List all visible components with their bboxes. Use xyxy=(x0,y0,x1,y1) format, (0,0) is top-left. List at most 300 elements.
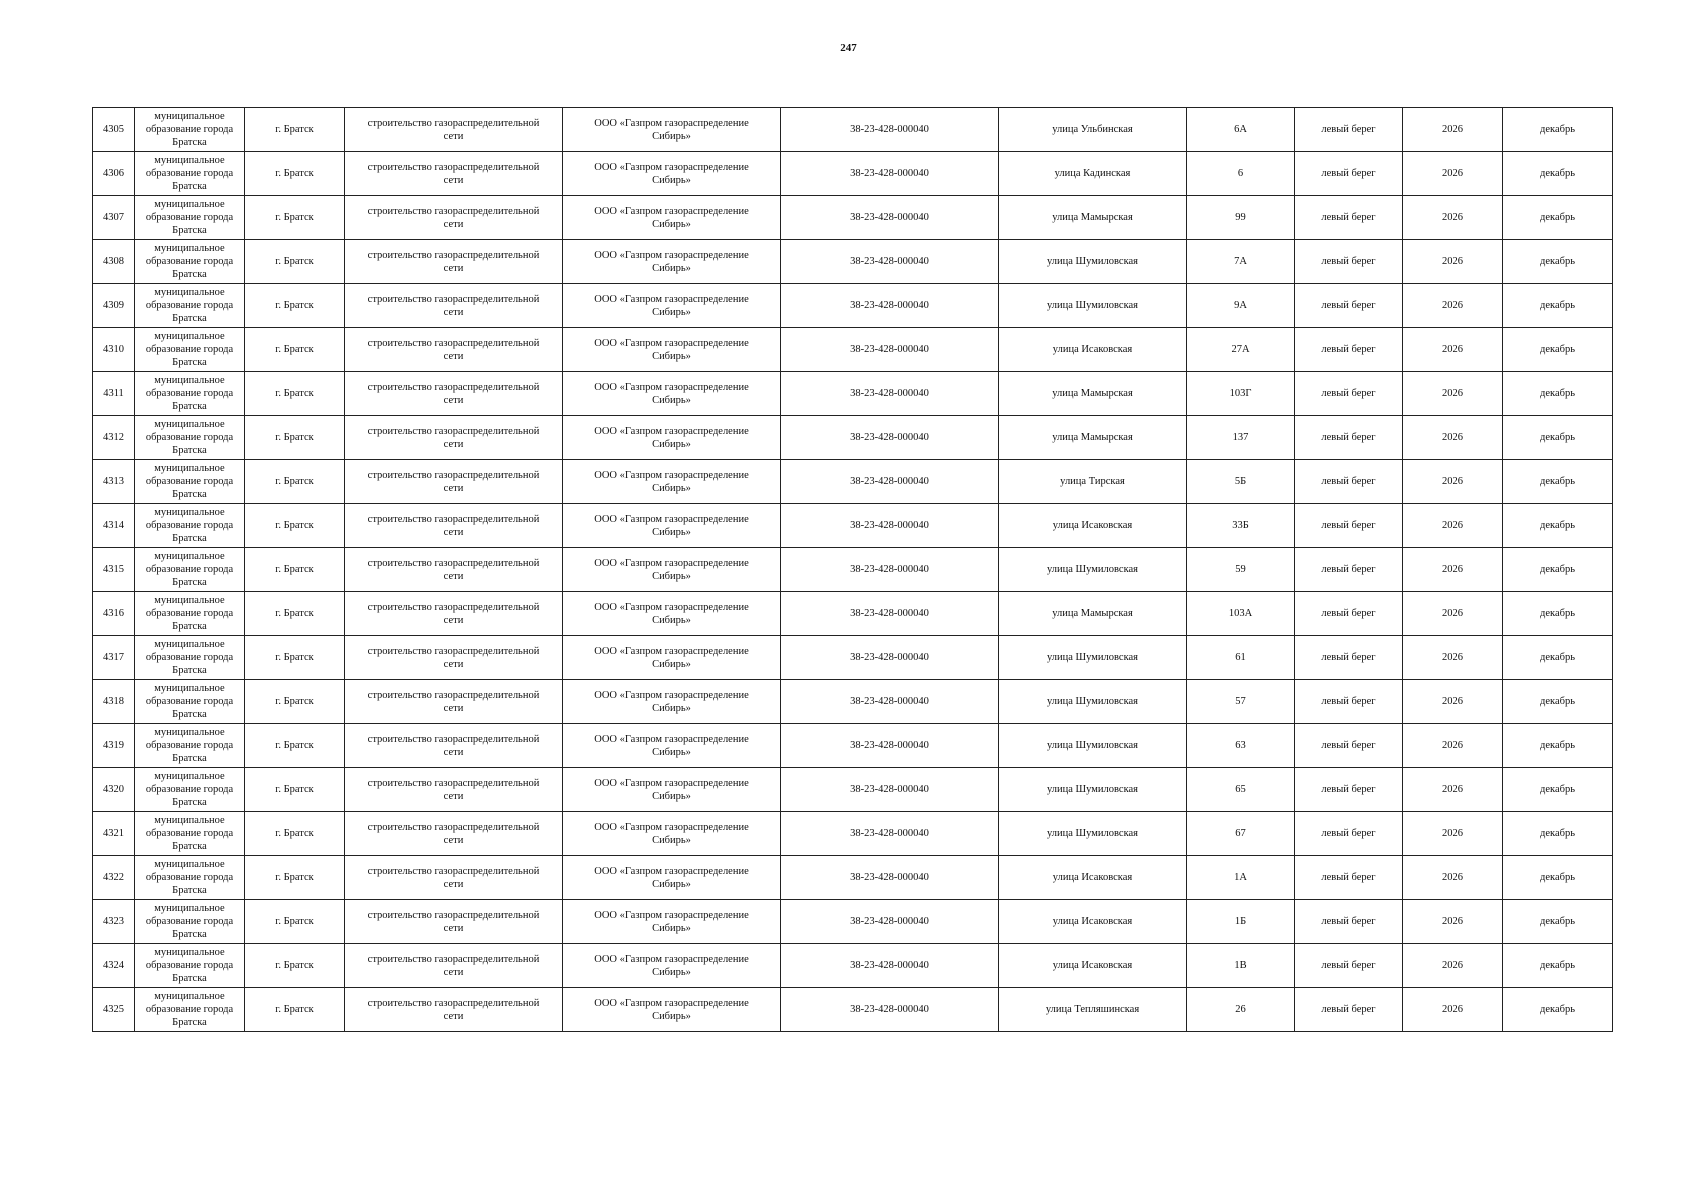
municipality-cell-line: Братска xyxy=(172,841,207,852)
organization-cell xyxy=(563,724,781,768)
work-type-cell xyxy=(345,768,563,812)
municipality-cell-line: Братска xyxy=(172,269,207,280)
municipality-cell xyxy=(135,108,245,152)
organization-cell-line: ООО «Газпром газораспределение xyxy=(594,469,749,481)
work-type-cell-line: сети xyxy=(443,306,464,318)
row-number-cell: 4319 xyxy=(93,724,135,768)
organization-cell-line: ООО «Газпром газораспределение xyxy=(594,293,749,305)
year-cell: 2026 xyxy=(1403,152,1503,196)
organization-cell-line: Сибирь» xyxy=(652,350,691,362)
month-cell: декабрь xyxy=(1503,372,1613,416)
organization-cell-line: ООО «Газпром газораспределение xyxy=(594,645,749,657)
work-type-cell xyxy=(345,372,563,416)
city-cell: г. Братск xyxy=(245,856,345,900)
organization-cell xyxy=(563,856,781,900)
organization-cell-line: Сибирь» xyxy=(652,394,691,406)
work-type-cell xyxy=(345,944,563,988)
row-number-cell: 4313 xyxy=(93,460,135,504)
municipality-cell-line: образование города xyxy=(145,124,234,135)
city-cell: г. Братск xyxy=(245,460,345,504)
municipality-cell-line: образование города xyxy=(145,476,234,487)
municipality-cell xyxy=(135,900,245,944)
street-cell: улица Мамырская xyxy=(999,196,1187,240)
work-type-cell xyxy=(345,504,563,548)
month-cell: декабрь xyxy=(1503,768,1613,812)
work-type-cell xyxy=(345,724,563,768)
cadastral-number-cell: 38-23-428-000040 xyxy=(781,592,999,636)
street-cell: улица Исаковская xyxy=(999,856,1187,900)
organization-cell xyxy=(563,108,781,152)
work-type-cell-line: строительство газораспределительной xyxy=(367,337,540,349)
organization-cell-line: ООО «Газпром газораспределение xyxy=(594,689,749,701)
table-row xyxy=(93,724,1613,768)
street-cell: улица Шумиловская xyxy=(999,548,1187,592)
table-row xyxy=(93,152,1613,196)
organization-cell-line: ООО «Газпром газораспределение xyxy=(594,777,749,789)
municipality-cell-line: образование города xyxy=(145,784,234,795)
registry-body xyxy=(93,108,1613,1032)
month-cell: декабрь xyxy=(1503,724,1613,768)
municipality-cell-line: муниципальное xyxy=(154,419,225,430)
bank-cell: левый берег xyxy=(1295,152,1403,196)
work-type-cell-line: строительство газораспределительной xyxy=(367,601,540,613)
cadastral-number-cell: 38-23-428-000040 xyxy=(781,988,999,1032)
work-type-cell xyxy=(345,240,563,284)
work-type-cell-line: строительство газораспределительной xyxy=(367,469,540,481)
work-type-cell-line: строительство газораспределительной xyxy=(367,777,540,789)
table-row xyxy=(93,416,1613,460)
organization-cell xyxy=(563,680,781,724)
municipality-cell-line: муниципальное xyxy=(154,595,225,606)
house-number-cell: 1А xyxy=(1187,856,1295,900)
street-cell: улица Мамырская xyxy=(999,372,1187,416)
city-cell: г. Братск xyxy=(245,592,345,636)
cadastral-number-cell: 38-23-428-000040 xyxy=(781,240,999,284)
house-number-cell: 9А xyxy=(1187,284,1295,328)
row-number-cell: 4308 xyxy=(93,240,135,284)
work-type-cell-line: сети xyxy=(443,174,464,186)
street-cell: улица Тирская xyxy=(999,460,1187,504)
work-type-cell xyxy=(345,636,563,680)
month-cell: декабрь xyxy=(1503,636,1613,680)
work-type-cell-line: строительство газораспределительной xyxy=(367,733,540,745)
table-row xyxy=(93,680,1613,724)
house-number-cell: 27А xyxy=(1187,328,1295,372)
work-type-cell-line: сети xyxy=(443,130,464,142)
organization-cell-line: ООО «Газпром газораспределение xyxy=(594,381,749,393)
municipality-cell xyxy=(135,768,245,812)
work-type-cell xyxy=(345,900,563,944)
organization-cell xyxy=(563,768,781,812)
work-type-cell xyxy=(345,680,563,724)
work-type-cell-line: строительство газораспределительной xyxy=(367,997,540,1009)
row-number-cell: 4306 xyxy=(93,152,135,196)
work-type-cell-line: строительство газораспределительной xyxy=(367,513,540,525)
municipality-cell-line: Братска xyxy=(172,533,207,544)
house-number-cell: 67 xyxy=(1187,812,1295,856)
row-number-cell: 4325 xyxy=(93,988,135,1032)
municipality-cell xyxy=(135,240,245,284)
bank-cell: левый берег xyxy=(1295,900,1403,944)
city-cell: г. Братск xyxy=(245,504,345,548)
organization-cell xyxy=(563,372,781,416)
year-cell: 2026 xyxy=(1403,856,1503,900)
month-cell: декабрь xyxy=(1503,856,1613,900)
house-number-cell: 5Б xyxy=(1187,460,1295,504)
work-type-cell-line: сети xyxy=(443,966,464,978)
work-type-cell xyxy=(345,988,563,1032)
city-cell: г. Братск xyxy=(245,900,345,944)
organization-cell xyxy=(563,636,781,680)
bank-cell: левый берег xyxy=(1295,724,1403,768)
bank-cell: левый берег xyxy=(1295,812,1403,856)
table-row xyxy=(93,240,1613,284)
city-cell: г. Братск xyxy=(245,680,345,724)
work-type-cell xyxy=(345,328,563,372)
municipality-cell-line: муниципальное xyxy=(154,287,225,298)
page-number: 247 xyxy=(840,42,857,54)
month-cell: декабрь xyxy=(1503,680,1613,724)
year-cell: 2026 xyxy=(1403,812,1503,856)
work-type-cell xyxy=(345,196,563,240)
municipality-cell-line: Братска xyxy=(172,1017,207,1028)
organization-cell xyxy=(563,328,781,372)
street-cell: улица Исаковская xyxy=(999,900,1187,944)
work-type-cell xyxy=(345,152,563,196)
bank-cell: левый берег xyxy=(1295,416,1403,460)
city-cell: г. Братск xyxy=(245,108,345,152)
organization-cell xyxy=(563,592,781,636)
house-number-cell: 99 xyxy=(1187,196,1295,240)
city-cell: г. Братск xyxy=(245,724,345,768)
table-row xyxy=(93,284,1613,328)
table-row xyxy=(93,328,1613,372)
table-row xyxy=(93,812,1613,856)
municipality-cell-line: Братска xyxy=(172,797,207,808)
bank-cell: левый берег xyxy=(1295,108,1403,152)
year-cell: 2026 xyxy=(1403,416,1503,460)
municipality-cell-line: муниципальное xyxy=(154,903,225,914)
organization-cell xyxy=(563,548,781,592)
organization-cell xyxy=(563,460,781,504)
street-cell: улица Шумиловская xyxy=(999,240,1187,284)
table-row xyxy=(93,372,1613,416)
work-type-cell-line: строительство газораспределительной xyxy=(367,161,540,173)
city-cell: г. Братск xyxy=(245,372,345,416)
street-cell: улица Мамырская xyxy=(999,416,1187,460)
municipality-cell-line: образование города xyxy=(145,212,234,223)
municipality-cell-line: образование города xyxy=(145,696,234,707)
house-number-cell: 33Б xyxy=(1187,504,1295,548)
work-type-cell-line: строительство газораспределительной xyxy=(367,689,540,701)
bank-cell: левый берег xyxy=(1295,592,1403,636)
city-cell: г. Братск xyxy=(245,284,345,328)
row-number-cell: 4312 xyxy=(93,416,135,460)
bank-cell: левый берег xyxy=(1295,548,1403,592)
row-number-cell: 4320 xyxy=(93,768,135,812)
municipality-cell xyxy=(135,416,245,460)
work-type-cell-line: сети xyxy=(443,834,464,846)
municipality-cell xyxy=(135,988,245,1032)
organization-cell-line: Сибирь» xyxy=(652,218,691,230)
municipality-cell-line: муниципальное xyxy=(154,375,225,386)
house-number-cell: 26 xyxy=(1187,988,1295,1032)
municipality-cell-line: Братска xyxy=(172,401,207,412)
table-row xyxy=(93,196,1613,240)
house-number-cell: 137 xyxy=(1187,416,1295,460)
work-type-cell-line: сети xyxy=(443,482,464,494)
street-cell: улица Ульбинская xyxy=(999,108,1187,152)
work-type-cell-line: сети xyxy=(443,394,464,406)
municipality-cell-line: образование города xyxy=(145,564,234,575)
municipality-cell-line: образование города xyxy=(145,652,234,663)
organization-cell-line: Сибирь» xyxy=(652,658,691,670)
month-cell: декабрь xyxy=(1503,944,1613,988)
municipality-cell xyxy=(135,592,245,636)
year-cell: 2026 xyxy=(1403,768,1503,812)
organization-cell xyxy=(563,416,781,460)
house-number-cell: 57 xyxy=(1187,680,1295,724)
city-cell: г. Братск xyxy=(245,328,345,372)
municipality-cell-line: образование города xyxy=(145,388,234,399)
city-cell: г. Братск xyxy=(245,768,345,812)
year-cell: 2026 xyxy=(1403,636,1503,680)
bank-cell: левый берег xyxy=(1295,944,1403,988)
organization-cell-line: ООО «Газпром газораспределение xyxy=(594,337,749,349)
month-cell: декабрь xyxy=(1503,152,1613,196)
table-row xyxy=(93,108,1613,152)
organization-cell xyxy=(563,900,781,944)
cadastral-number-cell: 38-23-428-000040 xyxy=(781,856,999,900)
work-type-cell-line: строительство газораспределительной xyxy=(367,865,540,877)
month-cell: декабрь xyxy=(1503,416,1613,460)
municipality-cell-line: Братска xyxy=(172,181,207,192)
row-number-cell: 4316 xyxy=(93,592,135,636)
month-cell: декабрь xyxy=(1503,328,1613,372)
work-type-cell-line: сети xyxy=(443,702,464,714)
month-cell: декабрь xyxy=(1503,284,1613,328)
cadastral-number-cell: 38-23-428-000040 xyxy=(781,900,999,944)
work-type-cell-line: сети xyxy=(443,1010,464,1022)
row-number-cell: 4317 xyxy=(93,636,135,680)
cadastral-number-cell: 38-23-428-000040 xyxy=(781,284,999,328)
month-cell: декабрь xyxy=(1503,108,1613,152)
cadastral-number-cell: 38-23-428-000040 xyxy=(781,812,999,856)
house-number-cell: 6 xyxy=(1187,152,1295,196)
work-type-cell xyxy=(345,284,563,328)
municipality-cell-line: муниципальное xyxy=(154,111,225,122)
municipality-cell-line: Братска xyxy=(172,753,207,764)
street-cell: улица Мамырская xyxy=(999,592,1187,636)
city-cell: г. Братск xyxy=(245,636,345,680)
organization-cell-line: ООО «Газпром газораспределение xyxy=(594,161,749,173)
work-type-cell-line: строительство газораспределительной xyxy=(367,909,540,921)
year-cell: 2026 xyxy=(1403,592,1503,636)
work-type-cell-line: сети xyxy=(443,878,464,890)
year-cell: 2026 xyxy=(1403,504,1503,548)
city-cell: г. Братск xyxy=(245,548,345,592)
work-type-cell-line: сети xyxy=(443,350,464,362)
work-type-cell xyxy=(345,460,563,504)
organization-cell-line: Сибирь» xyxy=(652,130,691,142)
city-cell: г. Братск xyxy=(245,944,345,988)
row-number-cell: 4318 xyxy=(93,680,135,724)
organization-cell-line: Сибирь» xyxy=(652,834,691,846)
bank-cell: левый берег xyxy=(1295,636,1403,680)
municipality-cell-line: муниципальное xyxy=(154,771,225,782)
street-cell: улица Шумиловская xyxy=(999,636,1187,680)
organization-cell-line: Сибирь» xyxy=(652,878,691,890)
work-type-cell xyxy=(345,812,563,856)
work-type-cell xyxy=(345,592,563,636)
row-number-cell: 4314 xyxy=(93,504,135,548)
municipality-cell-line: Братска xyxy=(172,445,207,456)
municipality-cell xyxy=(135,548,245,592)
municipality-cell-line: образование города xyxy=(145,168,234,179)
year-cell: 2026 xyxy=(1403,372,1503,416)
organization-cell xyxy=(563,196,781,240)
organization-cell xyxy=(563,152,781,196)
work-type-cell-line: строительство газораспределительной xyxy=(367,425,540,437)
cadastral-number-cell: 38-23-428-000040 xyxy=(781,680,999,724)
house-number-cell: 6А xyxy=(1187,108,1295,152)
house-number-cell: 103Г xyxy=(1187,372,1295,416)
municipality-cell xyxy=(135,680,245,724)
house-number-cell: 59 xyxy=(1187,548,1295,592)
row-number-cell: 4307 xyxy=(93,196,135,240)
table-row xyxy=(93,900,1613,944)
organization-cell xyxy=(563,944,781,988)
house-number-cell: 61 xyxy=(1187,636,1295,680)
work-type-cell-line: строительство газораспределительной xyxy=(367,205,540,217)
municipality-cell-line: муниципальное xyxy=(154,815,225,826)
street-cell: улица Шумиловская xyxy=(999,680,1187,724)
municipality-cell-line: Братска xyxy=(172,973,207,984)
municipality-cell-line: образование города xyxy=(145,432,234,443)
organization-cell xyxy=(563,812,781,856)
year-cell: 2026 xyxy=(1403,548,1503,592)
house-number-cell: 1В xyxy=(1187,944,1295,988)
house-number-cell: 63 xyxy=(1187,724,1295,768)
municipality-cell-line: муниципальное xyxy=(154,947,225,958)
municipality-cell xyxy=(135,856,245,900)
registry-table xyxy=(92,107,1613,1032)
work-type-cell-line: сети xyxy=(443,570,464,582)
municipality-cell-line: муниципальное xyxy=(154,991,225,1002)
municipality-cell-line: образование города xyxy=(145,520,234,531)
bank-cell: левый берег xyxy=(1295,504,1403,548)
municipality-cell-line: муниципальное xyxy=(154,331,225,342)
work-type-cell-line: сети xyxy=(443,746,464,758)
year-cell: 2026 xyxy=(1403,196,1503,240)
month-cell: декабрь xyxy=(1503,900,1613,944)
municipality-cell-line: Братска xyxy=(172,313,207,324)
municipality-cell-line: образование города xyxy=(145,740,234,751)
municipality-cell xyxy=(135,460,245,504)
bank-cell: левый берег xyxy=(1295,328,1403,372)
street-cell: улица Шумиловская xyxy=(999,768,1187,812)
city-cell: г. Братск xyxy=(245,988,345,1032)
organization-cell-line: ООО «Газпром газораспределение xyxy=(594,601,749,613)
work-type-cell-line: строительство газораспределительной xyxy=(367,645,540,657)
municipality-cell-line: образование города xyxy=(145,608,234,619)
municipality-cell-line: муниципальное xyxy=(154,199,225,210)
year-cell: 2026 xyxy=(1403,284,1503,328)
municipality-cell-line: муниципальное xyxy=(154,683,225,694)
organization-cell-line: Сибирь» xyxy=(652,746,691,758)
municipality-cell-line: Братска xyxy=(172,225,207,236)
month-cell: декабрь xyxy=(1503,240,1613,284)
organization-cell-line: Сибирь» xyxy=(652,526,691,538)
cadastral-number-cell: 38-23-428-000040 xyxy=(781,108,999,152)
work-type-cell-line: сети xyxy=(443,526,464,538)
house-number-cell: 65 xyxy=(1187,768,1295,812)
municipality-cell-line: образование города xyxy=(145,300,234,311)
work-type-cell xyxy=(345,416,563,460)
table-row xyxy=(93,592,1613,636)
bank-cell: левый берег xyxy=(1295,240,1403,284)
municipality-cell-line: образование города xyxy=(145,960,234,971)
street-cell: улица Кадинская xyxy=(999,152,1187,196)
house-number-cell: 103А xyxy=(1187,592,1295,636)
city-cell: г. Братск xyxy=(245,240,345,284)
work-type-cell-line: сети xyxy=(443,438,464,450)
cadastral-number-cell: 38-23-428-000040 xyxy=(781,548,999,592)
bank-cell: левый берег xyxy=(1295,856,1403,900)
municipality-cell xyxy=(135,328,245,372)
year-cell: 2026 xyxy=(1403,680,1503,724)
table-row xyxy=(93,944,1613,988)
bank-cell: левый берег xyxy=(1295,372,1403,416)
work-type-cell-line: строительство газораспределительной xyxy=(367,293,540,305)
table-row xyxy=(93,988,1613,1032)
year-cell: 2026 xyxy=(1403,460,1503,504)
cadastral-number-cell: 38-23-428-000040 xyxy=(781,460,999,504)
organization-cell-line: Сибирь» xyxy=(652,614,691,626)
organization-cell-line: Сибирь» xyxy=(652,262,691,274)
row-number-cell: 4322 xyxy=(93,856,135,900)
street-cell: улица Шумиловская xyxy=(999,724,1187,768)
organization-cell-line: ООО «Газпром газораспределение xyxy=(594,733,749,745)
year-cell: 2026 xyxy=(1403,900,1503,944)
work-type-cell-line: сети xyxy=(443,262,464,274)
work-type-cell xyxy=(345,856,563,900)
municipality-cell-line: образование города xyxy=(145,916,234,927)
cadastral-number-cell: 38-23-428-000040 xyxy=(781,768,999,812)
organization-cell-line: ООО «Газпром газораспределение xyxy=(594,909,749,921)
municipality-cell-line: образование города xyxy=(145,872,234,883)
row-number-cell: 4309 xyxy=(93,284,135,328)
city-cell: г. Братск xyxy=(245,416,345,460)
municipality-cell-line: Братска xyxy=(172,489,207,500)
house-number-cell: 1Б xyxy=(1187,900,1295,944)
house-number-cell: 7А xyxy=(1187,240,1295,284)
year-cell: 2026 xyxy=(1403,724,1503,768)
municipality-cell-line: Братска xyxy=(172,929,207,940)
organization-cell xyxy=(563,284,781,328)
work-type-cell xyxy=(345,548,563,592)
organization-cell-line: Сибирь» xyxy=(652,922,691,934)
municipality-cell-line: образование города xyxy=(145,344,234,355)
work-type-cell-line: строительство газораспределительной xyxy=(367,249,540,261)
city-cell: г. Братск xyxy=(245,812,345,856)
municipality-cell xyxy=(135,284,245,328)
municipality-cell xyxy=(135,504,245,548)
cadastral-number-cell: 38-23-428-000040 xyxy=(781,504,999,548)
organization-cell-line: Сибирь» xyxy=(652,1010,691,1022)
organization-cell-line: ООО «Газпром газораспределение xyxy=(594,513,749,525)
organization-cell xyxy=(563,988,781,1032)
